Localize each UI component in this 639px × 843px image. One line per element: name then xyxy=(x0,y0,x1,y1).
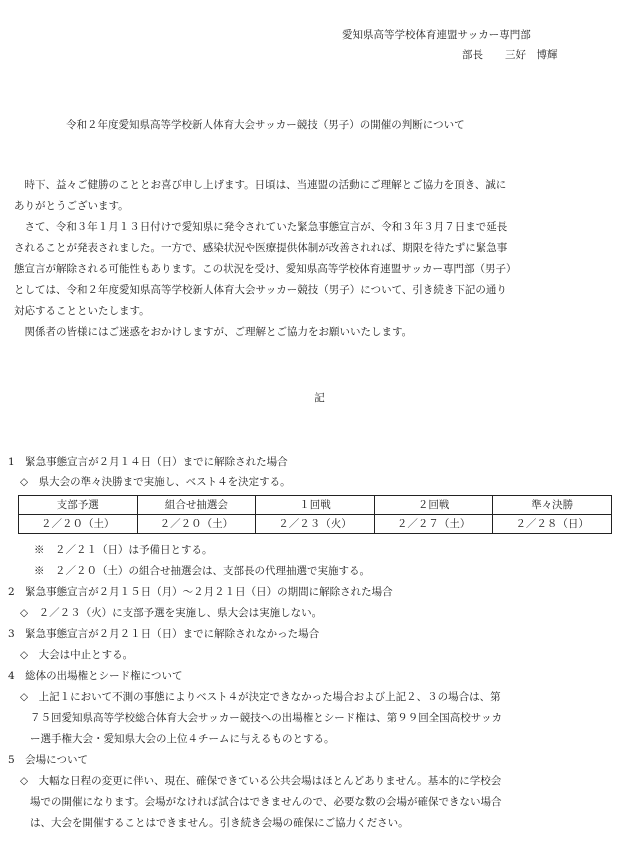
body-line: 対応することといたします。 xyxy=(14,305,150,317)
schedule-header-row xyxy=(19,496,612,515)
body-line: 態宣言が解除される可能性もあります。この状況を受け、愛知県高等学校体育連盟サッカー専門部（男子） xyxy=(14,263,517,275)
item-1-note: ※ ２／２１（日）は予備日とする。 xyxy=(34,544,213,556)
item-2-sub: ◇ ２／２３（火）に支部予選を実施し、県大会は実施しない。 xyxy=(20,607,323,619)
schedule-header-cell: 組合せ抽選会 xyxy=(137,496,256,515)
item-1-note: ※ ２／２０（土）の組合せ抽選会は、支部長の代理抽選で実施する。 xyxy=(34,565,370,577)
item-1-heading: 1 緊急事態宣言が２月１４日（日）までに解除された場合 xyxy=(8,456,288,468)
sender-signature xyxy=(462,48,558,62)
item-1-sub: ◇ 県大会の準々決勝まで実施し、ベスト４を決定する。 xyxy=(20,476,291,488)
body-line: されることが発表されました。一方で、感染状況や医療提供体制が改善されれば、期限を待たずに緊急事 xyxy=(14,242,508,254)
document-title: 令和２年度愛知県高等学校新人体育大会サッカー競技（男子）の開催の判断について xyxy=(66,119,465,131)
schedule-date-row xyxy=(19,515,612,534)
item-4-heading: 4 総体の出場権とシード権について xyxy=(8,670,183,682)
schedule-header-cell: 準々決勝 xyxy=(493,496,612,515)
sender-organization: 愛知県高等学校体育連盟サッカー専門部 xyxy=(342,29,531,41)
schedule-date-cell: ２／２０（土） xyxy=(19,515,138,534)
schedule-header-cell: １回戦 xyxy=(256,496,375,515)
sender-name: 三好 博輝 xyxy=(505,49,558,61)
body-line: としては、令和２年度愛知県高等学校新人体育大会サッカー競技（男子）について、引き続き下記の通り xyxy=(14,284,507,296)
body-line: ありがとうございます。 xyxy=(14,200,129,212)
item-4-line: ◇ 上記１において不測の事態によりベスト４が決定できなかった場合および上記２、３の場合は、第 xyxy=(20,691,501,703)
body-line: さて、令和３年１月１３日付けで愛知県に発令されていた緊急事態宣言が、令和３年３月７日まで延長 xyxy=(14,221,508,233)
schedule-table xyxy=(18,495,612,534)
schedule-header-cell: 支部予選 xyxy=(19,496,138,515)
item-3-sub: ◇ 大会は中止とする。 xyxy=(20,649,134,661)
item-4-line: ７５回愛知県高等学校総合体育大会サッカー競技への出場権とシード権は、第９９回全国高校サッカ xyxy=(30,712,503,724)
body-line: 関係者の皆様にはご迷惑をおかけしますが、ご理解とご協力をお願いいたします。 xyxy=(14,326,413,338)
item-5-heading: 5 会場について xyxy=(8,754,88,766)
sender-position: 部長 xyxy=(462,49,483,61)
ki-heading: 記 xyxy=(314,392,325,404)
item-2-heading: 2 緊急事態宣言が２月１５日（月）～２月２１日（日）の期間に解除された場合 xyxy=(8,586,393,598)
schedule-date-cell: ２／２７（土） xyxy=(374,515,493,534)
schedule-date-cell: ２／２８（日） xyxy=(493,515,612,534)
body-line: 時下、益々ご健勝のこととお喜び申し上げます。日頃は、当連盟の活動にご理解とご協力を頂き、誠に xyxy=(14,179,507,191)
item-3-heading: 3 緊急事態宣言が２月２１日（日）までに解除されなかった場合 xyxy=(8,628,320,640)
item-4-line: ー選手権大会・愛知県大会の上位４チームに与えるものとする。 xyxy=(30,733,335,745)
schedule-date-cell: ２／２０（土） xyxy=(137,515,256,534)
item-5-line: 場での開催になります。会場がなければ試合はできませんので、必要な数の会場が確保できない場合 xyxy=(30,796,502,808)
schedule-date-cell: ２／２３（火） xyxy=(256,515,375,534)
item-5-line: ◇ 大幅な日程の変更に伴い、現在、確保できている公共会場はほとんどありません。基本的に学校会 xyxy=(20,775,502,787)
schedule-header-cell: ２回戦 xyxy=(374,496,493,515)
item-5-line: は、大会を開催することはできません。引き続き会場の確保にご協力ください。 xyxy=(30,817,409,829)
